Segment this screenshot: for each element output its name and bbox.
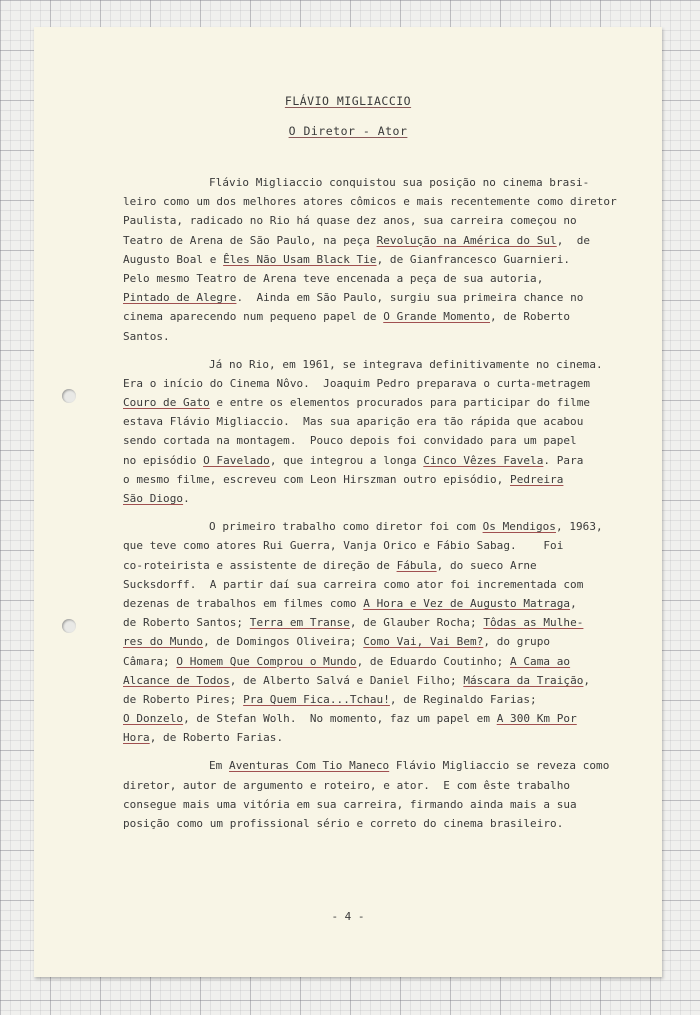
text-segment: consegue mais uma vitória em sua carreira, firmando ainda mais a sua	[123, 797, 577, 811]
text-segment: O primeiro trabalho como diretor foi com	[209, 520, 483, 534]
text-line	[123, 327, 655, 346]
text-line	[123, 431, 655, 450]
underlined-title: Terra em Transe	[249, 616, 350, 630]
text-segment: no episódio	[123, 453, 204, 467]
page-number: - 4 -	[331, 910, 365, 923]
underlined-title: O Donzelo	[123, 712, 184, 726]
underlined-title: Êles Não Usam Black Tie	[223, 252, 377, 266]
text-segment: , de Roberto	[490, 310, 571, 324]
text-line	[123, 307, 655, 326]
text-line	[123, 671, 655, 690]
underlined-title: res do Mundo	[123, 635, 204, 649]
text-line	[123, 795, 655, 814]
text-line	[123, 728, 655, 747]
text-line	[123, 652, 655, 671]
text-segment: , de	[556, 233, 591, 247]
underlined-title: Pintado de Alegre	[123, 291, 237, 305]
text-segment: , de Eduardo Coutinho;	[356, 654, 511, 668]
text-line	[123, 288, 655, 307]
text-line	[123, 470, 655, 489]
text-segment: Era o início do Cinema Nôvo. Joaquim Pedro preparava o curta-metragem	[123, 376, 591, 390]
text-segment: , de Roberto Farias.	[149, 731, 284, 745]
text-segment: , de Glauber Rocha;	[349, 616, 484, 630]
text-segment: Santos.	[123, 329, 170, 343]
text-segment: , de Alberto Salvá e Daniel Filho;	[229, 673, 464, 687]
document-title: FLÁVIO MIGLIACCIO	[284, 94, 412, 108]
text-segment: sendo cortada na montagem. Pouco depois foi convidado para um papel	[123, 434, 577, 448]
text-line	[123, 451, 655, 470]
punch-hole-bottom	[62, 619, 76, 633]
document-page	[34, 27, 662, 977]
text-segment: Teatro de Arena de São Paulo, na peça	[123, 233, 377, 247]
text-line	[123, 613, 655, 632]
text-segment: Flávio Migliaccio se reveza como	[389, 759, 610, 773]
underlined-title: A Hora e Vez de Augusto Matraga	[363, 596, 571, 610]
underlined-title: Alcance de Todos	[123, 673, 230, 687]
text-line	[123, 374, 655, 393]
text-line	[123, 517, 655, 536]
text-segment: dezenas de trabalhos em filmes como	[123, 596, 364, 610]
text-segment: de Roberto Pires;	[123, 692, 244, 706]
text-segment: Em	[209, 759, 230, 773]
underlined-title: Couro de Gato	[123, 396, 210, 410]
text-line	[123, 211, 655, 230]
text-line	[123, 632, 655, 651]
text-segment: de Roberto Santos;	[123, 616, 250, 630]
text-segment: e entre os elementos procurados para participar do filme	[209, 396, 591, 410]
text-line	[123, 776, 655, 795]
text-segment: , do sueco Arne	[436, 558, 537, 572]
text-segment: , de Domingos Oliveira;	[203, 635, 364, 649]
text-line	[123, 594, 655, 613]
underlined-title: Cinco Vêzes Favela	[423, 453, 544, 467]
text-line	[123, 690, 655, 709]
text-segment: , de Stefan Wolh. No momento, faz um papel em	[183, 712, 497, 726]
underlined-title: A 300 Km Por	[496, 712, 577, 726]
text-segment: Câmara;	[123, 654, 177, 668]
text-line	[123, 814, 655, 833]
text-line	[123, 756, 655, 775]
paragraph	[123, 355, 655, 509]
underlined-title: Como Vai, Vai Bem?	[363, 635, 484, 649]
paragraph	[123, 517, 655, 747]
text-segment: , que integrou a longa	[269, 453, 424, 467]
text-segment: .	[183, 492, 190, 505]
underlined-title: Revolução na América do Sul	[376, 233, 557, 247]
text-segment: , de Gianfrancesco Guarnieri.	[376, 252, 571, 266]
text-line	[123, 192, 655, 211]
text-segment: . Ainda em São Paulo, surgiu sua primeira chance no	[236, 291, 584, 305]
underlined-title: Fábula	[396, 558, 437, 572]
text-line	[123, 536, 655, 555]
text-line	[123, 489, 655, 508]
underlined-title: O Favelado	[203, 453, 270, 467]
text-segment: , de Reginaldo Farias;	[389, 692, 537, 706]
text-line	[123, 231, 655, 250]
text-line	[123, 355, 655, 374]
underlined-title: São Diogo	[123, 492, 184, 505]
underlined-title: A Cama ao	[510, 654, 571, 668]
underlined-title: Os Mendigos	[482, 520, 556, 534]
text-line	[123, 412, 655, 431]
text-line	[123, 556, 655, 575]
underlined-title: Pra Quem Fica...Tchau!	[243, 692, 390, 706]
text-segment: . Para	[543, 453, 584, 467]
underlined-title: O Homem Que Comprou o Mundo	[176, 654, 357, 668]
text-segment: posição como um profissional sério e correto do cinema brasileiro.	[123, 817, 564, 830]
punch-hole-top	[62, 389, 76, 403]
text-segment: diretor, autor de argumento e roteiro, e ator. E com êste trabalho	[123, 778, 571, 792]
text-segment: , do grupo	[483, 635, 551, 649]
underlined-title: Tôdas as Mulhe-	[483, 616, 584, 630]
document-body	[123, 173, 655, 833]
text-line	[123, 173, 655, 192]
text-segment: co-roteirista e assistente de direção de	[123, 558, 397, 572]
text-segment: estava Flávio Migliaccio. Mas sua aparição era tão rápida que acabou	[123, 415, 584, 429]
underlined-title: Hora	[123, 731, 150, 745]
paragraph	[123, 173, 655, 346]
text-segment: Sucksdorff. A partir daí sua carreira como ator foi incrementada com	[123, 577, 584, 591]
text-segment: Augusto Boal e	[123, 252, 224, 266]
text-line	[123, 393, 655, 412]
text-segment: Pelo mesmo Teatro de Arena teve encenada a peça de sua autoria,	[123, 271, 544, 285]
text-segment: cinema aparecendo num pequeno papel de	[123, 310, 384, 324]
text-segment: Paulista, radicado no Rio há quase dez anos, sua carreira começou no	[123, 214, 577, 228]
underlined-title: Pedreira	[510, 472, 564, 486]
text-segment: Já no Rio, em 1961, se integrava definitivamente no cinema.	[209, 357, 603, 371]
text-segment: ,	[570, 596, 577, 610]
text-segment: o mesmo filme, escreveu com Leon Hirszman outro episódio,	[123, 472, 511, 486]
text-segment: leiro como um dos melhores atores cômicos e mais recentemente como diretor	[123, 195, 617, 209]
text-line	[123, 250, 655, 269]
underlined-title: O Grande Momento	[383, 310, 490, 324]
text-line	[123, 709, 655, 728]
text-segment: Flávio Migliaccio conquistou sua posição no cinema brasi-	[209, 176, 590, 189]
text-line	[123, 575, 655, 594]
text-segment: que teve como atores Rui Guerra, Vanja Orico e Fábio Sabag. Foi	[123, 539, 564, 553]
text-line	[123, 269, 655, 288]
document-subtitle: O Diretor - Ator	[288, 124, 408, 138]
underlined-title: Máscara da Traição	[463, 673, 584, 687]
underlined-title: Aventuras Com Tio Maneco	[229, 759, 390, 773]
text-segment: ,	[583, 673, 591, 687]
text-segment: , 1963,	[555, 520, 603, 534]
paragraph	[123, 756, 655, 833]
